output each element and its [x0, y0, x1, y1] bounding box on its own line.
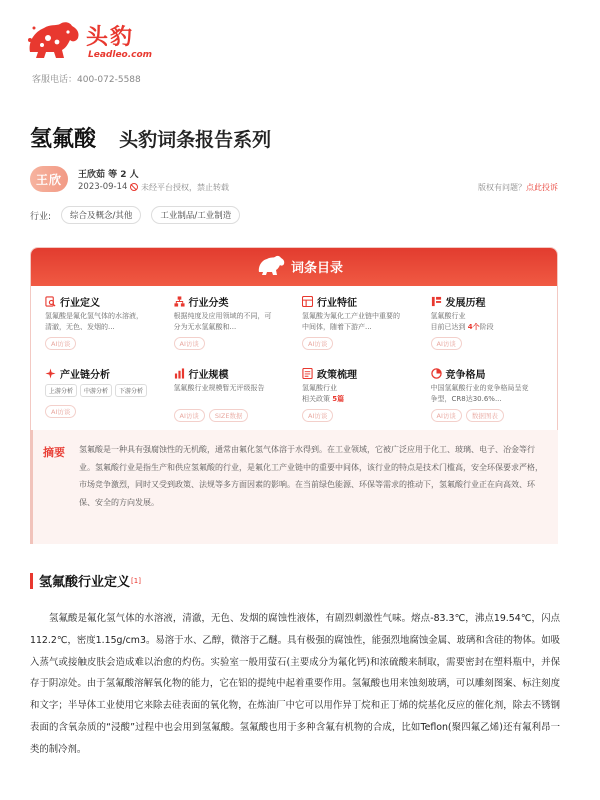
toc-desc-line: 目前已达到	[430, 323, 468, 331]
toc-header	[31, 248, 557, 286]
ai-interview-chip[interactable]: AI访谈	[45, 337, 76, 350]
section-body: 氢氟酸是氟化氢气体的水溶液，清澈，无色、发烟的腐蚀性液体，有剧烈刺激性气味。熔点-83.3℃，沸点19.54℃，闪点112.2℃，密度1.15g/cm3。易溶于水、乙醇，微溶于乙醚。具有极强的腐蚀性，能强烈地腐蚀金属、玻璃和含硅的物体。如吸入蒸气或接触皮肤会造成难以治愈的灼伤。实验室一般用萤石(主要成分为氟化钙)和浓硫酸来制取，需要密封在塑料瓶中，并保存于阴凉处。由于氢氟酸溶解氧化物的能力，它在铝的提纯中起着重要作用。氢氟酸也用来蚀刻玻璃，可以雕刻图案、标注刻度和文字；半导体工业使用它来除去硅表面的氧化物，在炼油厂中它可以用作异丁烷和正丁烯的烷基化反应的催化剂，除去不锈钢表面的含氧杂质的“浸酸”过程中也会用到氢氟酸。氢氟酸也用于多种含氟有机物的合成，比如Teflon(聚四氟乙烯)还有氟利昂一类的制冷剂。	[30, 613, 560, 755]
ai-interview-chip[interactable]: AI访谈	[302, 409, 333, 422]
toc-item-features[interactable]	[294, 286, 423, 358]
toc-item-competition[interactable]	[423, 358, 552, 430]
ai-interview-chip[interactable]: AI访谈	[45, 405, 76, 418]
toc-item-desc: 氢氟酸为氟化工产业链中重要的中间体，随着下游产...	[302, 312, 400, 331]
publish-date: 2023-09-14	[78, 182, 128, 192]
industry-label: 行业:	[30, 211, 52, 222]
ai-interview-chip[interactable]: AI访谈	[431, 409, 462, 422]
section-heading	[30, 571, 141, 590]
table-of-contents	[30, 247, 558, 441]
toc-item-desc	[302, 383, 406, 405]
industry-tag[interactable]: 综合及概念/其他	[61, 206, 141, 224]
section-accent-bar	[30, 573, 33, 589]
toc-item-policy[interactable]	[294, 358, 423, 430]
toc-desc-suffix: 阶段	[479, 323, 494, 331]
toc-item-label: 行业规模	[188, 369, 229, 381]
toc-item-desc: 氢氟酸是氟化氢气体的水溶液，清澈，无色、发烟的...	[45, 312, 143, 331]
hierarchy-icon	[174, 296, 185, 307]
toc-item-label: 产业链分析	[60, 369, 110, 381]
toc-item-desc: 中国氢氟酸行业的竞争格局呈竞争型，CR8达30.6%...	[430, 384, 529, 403]
report-title: 氢氟酸	[30, 127, 97, 152]
report-link[interactable]: 点此投诉	[526, 183, 558, 192]
repost-warning	[130, 182, 229, 193]
author-name[interactable]: 王欣茹 等 2 人	[78, 170, 139, 180]
brand-url: Leadleo.com	[88, 50, 153, 60]
copyright-notice	[478, 182, 558, 193]
footnote-ref[interactable]: [1]	[131, 576, 141, 585]
toc-item-desc: 根据纯度及应用领域的不同，可分为无水氢氟酸和...	[173, 312, 272, 331]
timeline-icon	[431, 296, 442, 307]
toc-title	[257, 254, 343, 278]
search-doc-icon	[45, 296, 56, 307]
toc-item-desc: 氢氟酸行业规模暂无评级报告	[173, 384, 265, 392]
ban-icon	[130, 183, 138, 191]
abstract-label: 摘要	[43, 446, 65, 459]
ai-interview-chip[interactable]: AI访谈	[431, 337, 462, 350]
industry-tags	[30, 206, 240, 224]
ai-interview-chip[interactable]: AI访谈	[302, 337, 333, 350]
toc-item-label: 政策梳理	[317, 369, 357, 381]
toc-desc-line: 氢氟酸行业	[302, 384, 337, 392]
ai-interview-chip[interactable]: AI访谈	[174, 409, 205, 422]
report-series: 头豹词条报告系列	[119, 129, 272, 151]
leopard-icon	[257, 254, 285, 278]
stage-count: 4个	[467, 323, 480, 331]
toc-grid	[31, 286, 557, 430]
section-title: 氢氟酸行业定义	[39, 575, 131, 590]
toc-desc-line: 氢氟酸行业	[430, 312, 466, 320]
ai-interview-chip[interactable]: AI访谈	[174, 337, 205, 350]
downstream-analysis-chip[interactable]: 下游分析	[115, 384, 147, 397]
toc-item-history[interactable]	[423, 286, 552, 358]
data-chart-chip[interactable]: 数据图表	[466, 409, 504, 422]
toc-item-desc	[431, 311, 535, 333]
toc-item-classification[interactable]	[166, 286, 295, 358]
policy-doc-icon	[302, 368, 313, 379]
chain-icon	[45, 368, 56, 379]
avatar[interactable]: 王欣	[30, 166, 68, 192]
abstract-text: 氢氟酸是一种具有强腐蚀性的无机酸，通常由氟化氢气体溶于水得到。在工业领域，它被广泛应用于化工、玻璃、电子、冶金等行业。氢氟酸行业是指生产和供应氢氟酸的行业，是氟化工产业链中的重要中间体，该行业的特点是技术门槛高，安全环保要求严格，市场竞争激烈，同时又受到政策、法规等多方面因素的影响。在当前绿色能源、环保等需求的推动下，氢氟酸行业正在向高效、环保、安全的方向发展。	[79, 445, 543, 507]
page-title	[30, 122, 271, 153]
repost-warning-text: 未经平台授权，禁止转载	[141, 183, 229, 192]
policy-count: 5篇	[332, 395, 345, 403]
midstream-analysis-chip[interactable]: 中游分析	[80, 384, 112, 397]
toc-title-text: 词条目录	[291, 260, 344, 276]
toc-item-definition[interactable]	[37, 286, 166, 358]
toc-item-industry-chain[interactable]	[37, 358, 166, 430]
brand-logo[interactable]	[26, 16, 156, 72]
leopard-logo-icon	[26, 18, 82, 62]
toc-item-label: 行业定义	[60, 297, 100, 309]
industry-tag[interactable]: 工业制品/工业制造	[151, 206, 240, 224]
pie-chart-icon	[431, 368, 442, 379]
toc-item-market-size[interactable]	[166, 358, 295, 430]
toc-item-label: 行业特征	[317, 297, 357, 309]
upstream-analysis-chip[interactable]: 上游分析	[45, 384, 77, 397]
copyright-question: 版权有问题？	[478, 183, 526, 192]
bar-chart-icon	[174, 368, 185, 379]
feature-grid-icon	[302, 296, 313, 307]
toc-desc-line: 相关政策	[302, 395, 333, 403]
toc-item-label: 行业分类	[188, 297, 229, 309]
abstract-box	[30, 430, 558, 544]
size-data-chip[interactable]: SIZE数据	[209, 409, 249, 422]
brand-name: 头豹	[86, 25, 135, 50]
toc-item-label: 竞争格局	[445, 369, 486, 381]
toc-item-label: 发展历程	[445, 297, 486, 309]
customer-hotline: 客服电话：400-072-5588	[32, 75, 141, 85]
